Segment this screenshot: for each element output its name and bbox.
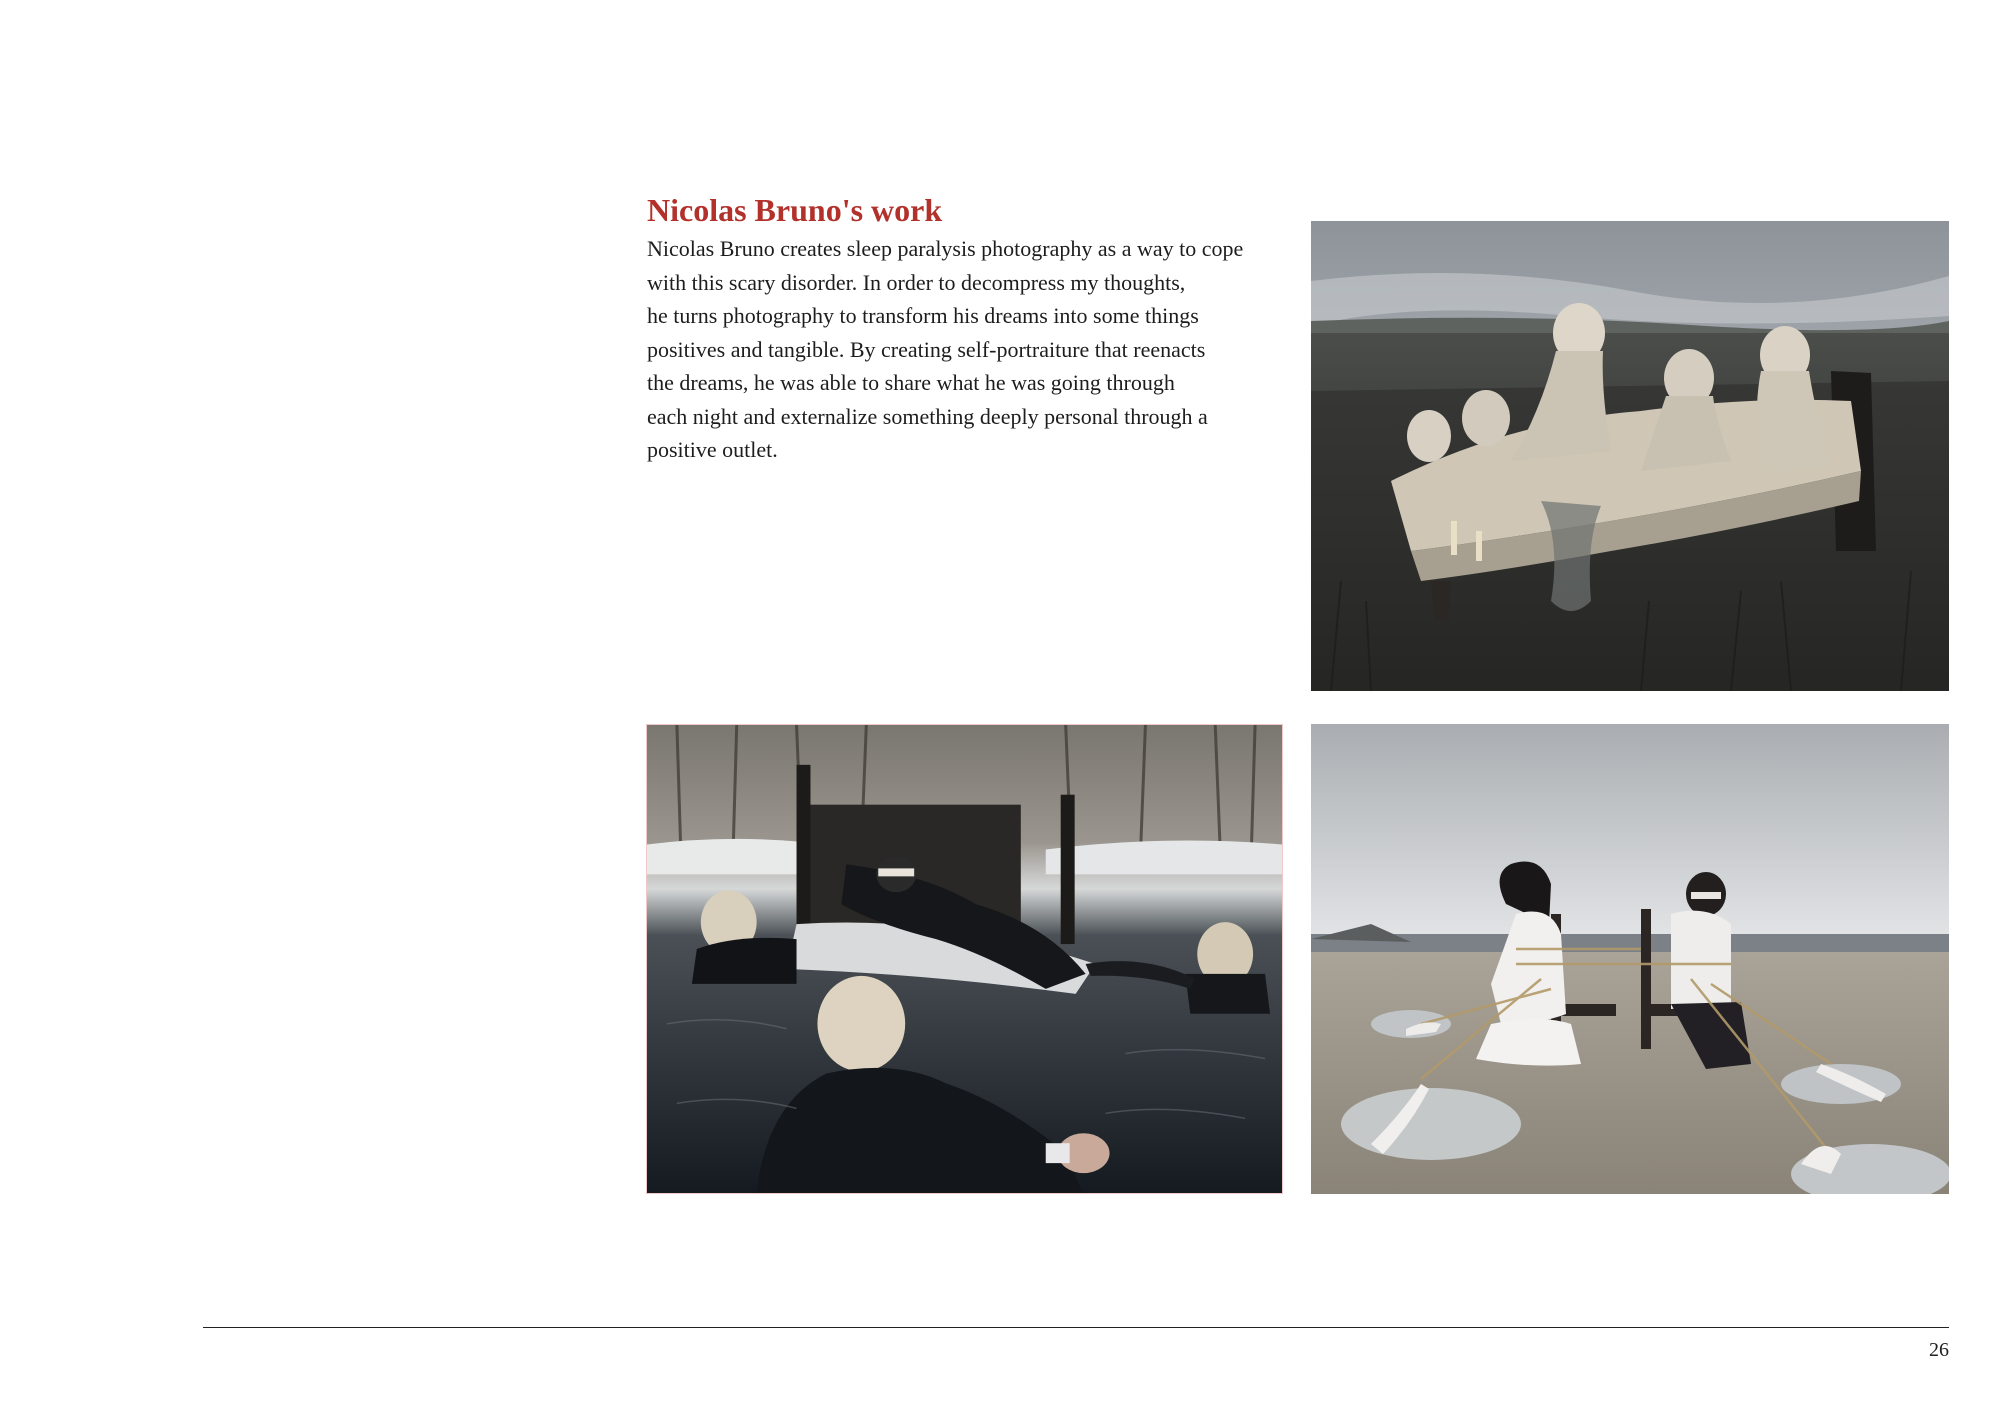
body-line: positives and tangible. By creating self-portraiture that reenacts [647, 336, 1206, 362]
body-line: he turns photography to transform his dreams into some things [647, 303, 1199, 328]
page-number: 26 [1929, 1339, 1949, 1361]
photo-shrouded-figures-bed-marsh [1311, 221, 1949, 691]
article-title: Nicolas Bruno's work [647, 192, 943, 228]
article-body [647, 232, 1297, 467]
body-line: with this scary disorder. In order to decompress my thoughts, [647, 269, 1186, 295]
footer-divider [203, 1327, 1949, 1328]
body-line: positive outlet. [647, 437, 778, 462]
body-line: the dreams, he was able to share what he was going through [647, 370, 1175, 395]
body-line: each night and externalize something deeply personal through a [647, 403, 1208, 429]
body-line: Nicolas Bruno creates sleep paralysis photography as a way to cope [647, 236, 1244, 261]
photo-figures-in-water-bed [646, 724, 1283, 1194]
photo-tied-chairs-beach [1311, 724, 1949, 1194]
